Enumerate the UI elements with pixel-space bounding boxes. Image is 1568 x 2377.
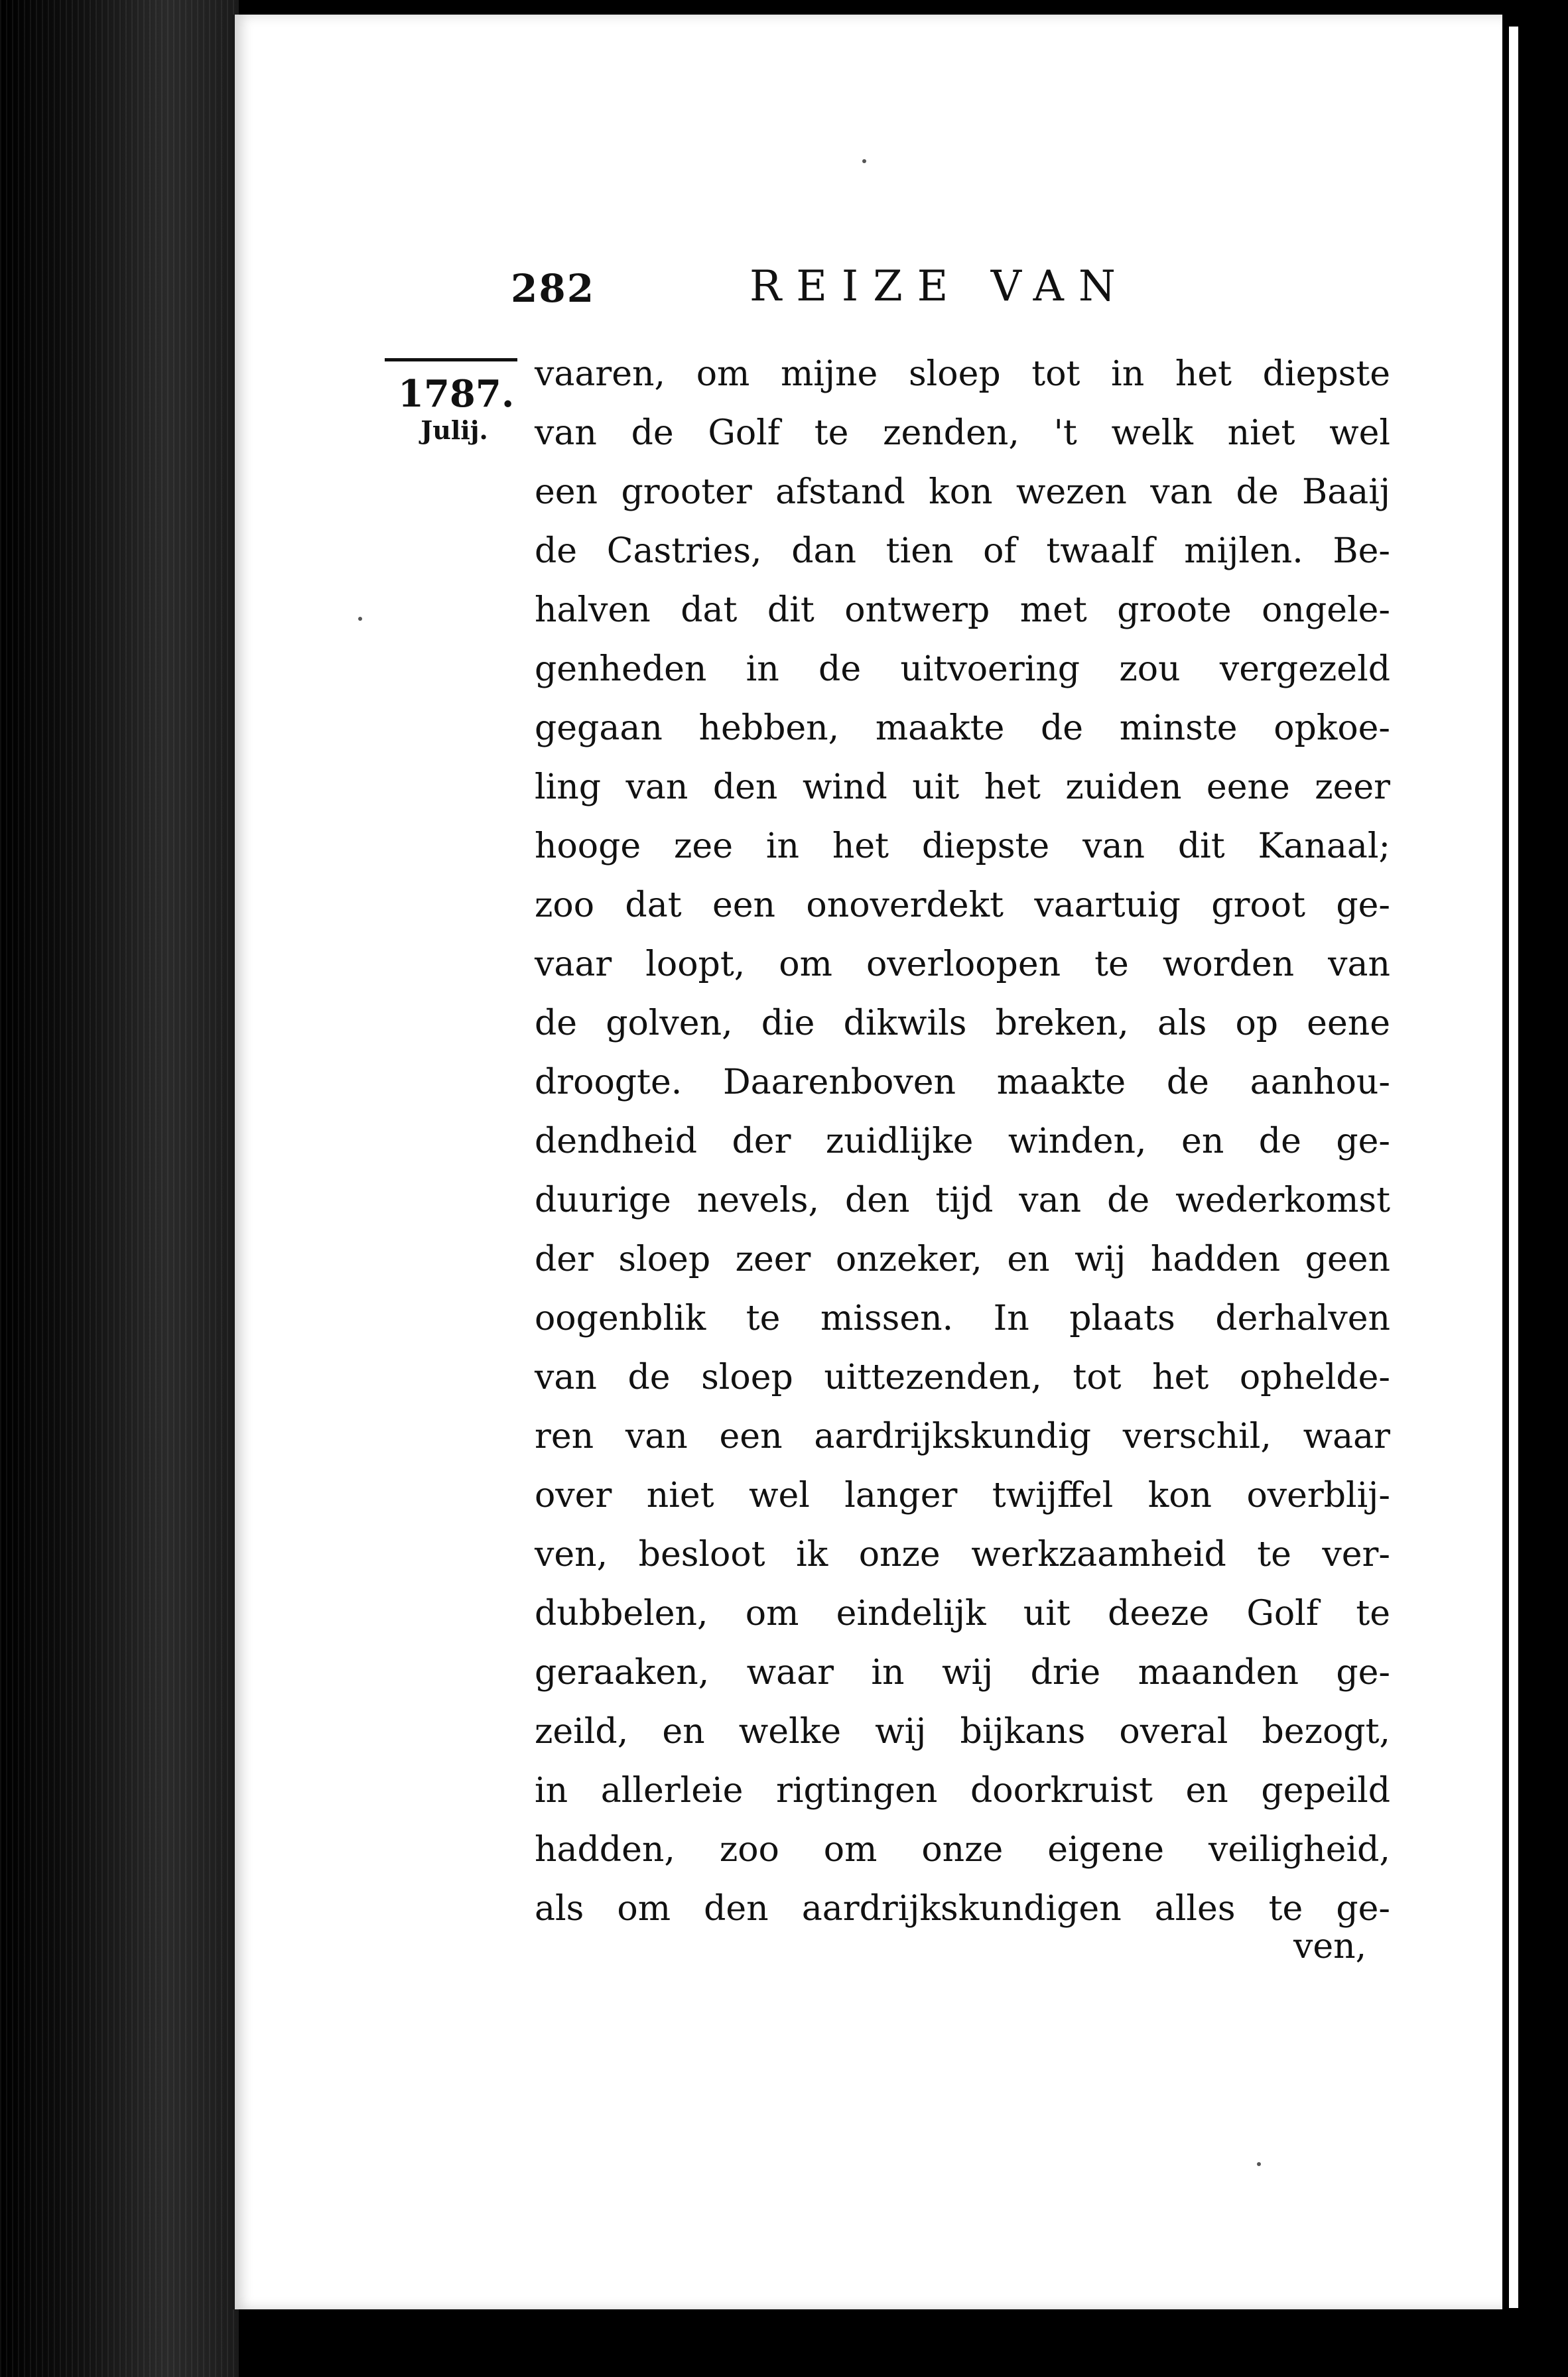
text-line: de Castries, dan tien of twaalf mijlen. Be- <box>535 531 1390 571</box>
text-line: dendheid der zuidlijke winden, en de ge- <box>535 1122 1390 1161</box>
text-line: vaaren, om mijne sloep tot in het diepste <box>535 354 1390 394</box>
text-line: genheden in de uitvoering zou vergezeld <box>535 649 1390 689</box>
text-line: ren van een aardrijkskundig verschil, waar <box>535 1417 1390 1456</box>
text-line: van de Golf te zenden, 't welk niet wel <box>535 413 1390 453</box>
next-page-sliver <box>1509 27 1518 2308</box>
margin-rule <box>385 358 517 361</box>
ink-speck <box>862 159 866 163</box>
text-line: geraaken, waar in wij drie maanden ge- <box>535 1653 1390 1693</box>
text-line: droogte. Daarenboven maakte de aanhou- <box>535 1062 1390 1102</box>
running-head: REIZE VAN <box>750 262 1130 311</box>
text-line: oogenblik te missen. In plaats derhalven <box>535 1299 1390 1338</box>
right-page-edge <box>1502 0 1568 2377</box>
text-line: hadden, zoo om onze eigene veiligheid, <box>535 1830 1390 1870</box>
text-line: duurige nevels, den tijd van de wederkomst <box>535 1181 1390 1220</box>
margin-month: Julij. <box>421 415 488 445</box>
text-line: zoo dat een onoverdekt vaartuig groot ge- <box>535 885 1390 925</box>
text-line: de golven, die dikwils breken, als op eene <box>535 1003 1390 1043</box>
page-edges-texture <box>0 0 239 2377</box>
text-line: over niet wel langer twijffel kon overblij- <box>535 1476 1390 1515</box>
ink-speck <box>1257 2162 1261 2166</box>
text-line: hooge zee in het diepste van dit Kanaal; <box>535 826 1390 866</box>
body-text <box>535 345 1390 1939</box>
text-line: in allerleie rigtingen doorkruist en gepeild <box>535 1771 1390 1811</box>
text-line: van de sloep uittezenden, tot het ophelde- <box>535 1358 1390 1397</box>
book-edge <box>0 0 239 2377</box>
text-line: zeild, en welke wij bijkans overal bezogt, <box>535 1712 1390 1752</box>
text-line: een grooter afstand kon wezen van de Baaij <box>535 472 1390 512</box>
text-line: der sloep zeer onzeker, en wij hadden geen <box>535 1240 1390 1279</box>
catchword: ven, <box>1293 1927 1367 1966</box>
margin-year: 1787. <box>398 372 515 416</box>
text-line: dubbelen, om eindelijk uit deeze Golf te <box>535 1594 1390 1634</box>
text-line: als om den aardrijkskundigen alles te ge- <box>535 1889 1390 1929</box>
text-line: vaar loopt, om overloopen te worden van <box>535 944 1390 984</box>
text-line: ven, besloot ik onze werkzaamheid te ver- <box>535 1535 1390 1574</box>
page-header <box>511 262 1174 315</box>
text-line: halven dat dit ontwerp met groote ongele- <box>535 590 1390 630</box>
text-line: gegaan hebben, maakte de minste opkoe- <box>535 708 1390 748</box>
ink-speck <box>358 617 362 621</box>
margin-note <box>398 372 515 446</box>
page-number: 282 <box>511 266 596 311</box>
text-line: ling van den wind uit het zuiden eene zeer <box>535 767 1390 807</box>
